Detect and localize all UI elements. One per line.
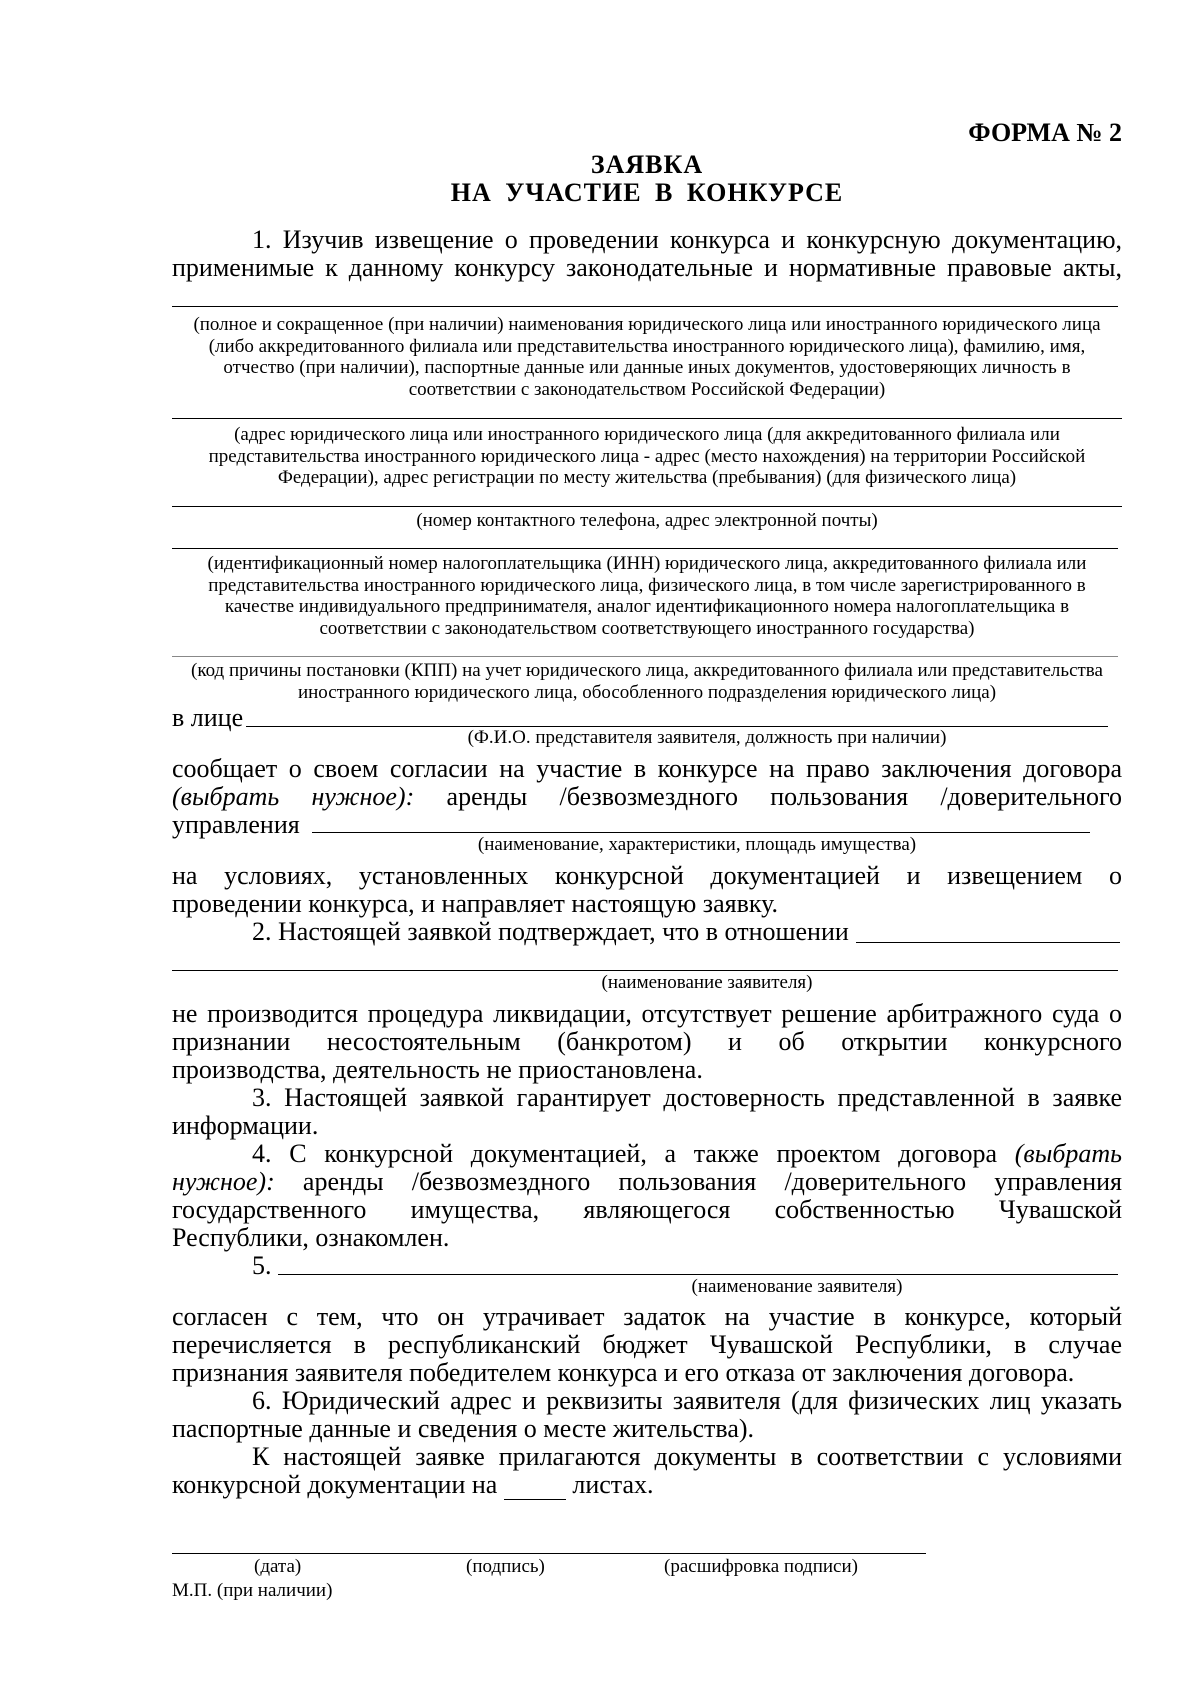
section3-line2: информации.: [172, 1111, 319, 1140]
conditions-line1: на условиях, установленных конкурсной документацией и извещением о: [172, 861, 1122, 890]
section5-body: [172, 1303, 1122, 1387]
section5-line2: перечисляется в республиканский бюджет Чувашской Республики, в случае: [172, 1330, 1122, 1359]
section6-line1: 6. Юридический адрес и реквизиты заявителя (для физических лиц указать: [252, 1386, 1122, 1415]
section4-line1: [172, 1140, 1122, 1168]
signature-line[interactable]: [172, 1553, 926, 1554]
section4-choose-a: (выбрать: [1014, 1139, 1123, 1168]
section2-line2: признании несостоятельным (банкротом) и об открытии конкурсного: [172, 1027, 1122, 1056]
applicant-address-field[interactable]: [172, 418, 1122, 419]
conditions-paragraph: [172, 862, 1122, 918]
section1-intro-line1: 1. Изучив извещение о проведении конкурса и конкурсную документацию,: [252, 225, 1122, 254]
applicant-name-field[interactable]: [172, 306, 1118, 307]
caption-representative: (Ф.И.О. представителя заявителя, должность при наличии): [467, 727, 947, 748]
in-person-label: в лице: [172, 703, 244, 732]
section4-line3: государственного имущества, являющегося собственностью Чувашской: [172, 1195, 1122, 1224]
section6: [172, 1387, 1122, 1443]
stamp-label: М.П. (при наличии): [172, 1580, 333, 1601]
section4: [172, 1140, 1122, 1252]
consent-line2: [172, 783, 1122, 811]
section1-intro: [172, 226, 1122, 282]
section1-intro-line2: применимые к данному конкурсу законодательные и нормативные правовые акты,: [172, 253, 1122, 282]
section4-line2-rest: аренды /безвозмездного пользования /доверительного управления: [302, 1167, 1123, 1196]
signature-label: (подпись): [466, 1556, 545, 1577]
attachments-line2: [172, 1471, 1122, 1500]
section5-caption-applicant: (наименование заявителя): [691, 1276, 903, 1297]
section4-line4: Республики, ознакомлен.: [172, 1223, 450, 1252]
conditions-line2: проведении конкурса, и направляет настоящую заявку.: [172, 889, 779, 918]
section5-applicant-field[interactable]: [278, 1274, 1118, 1275]
caption-applicant-name: (полное и сокращенное (при наличии) наименования юридического лица или иностранного юридического лица (либо аккредитованного филиала или представительства иностранного юридического лица), фамилию, имя, отчество (при наличии), паспортные данные или данные иных документов, удостоверяющих личность в соответствии с законодательством Российской Федерации): [193, 314, 1101, 400]
form-number: ФОРМА № 2: [968, 118, 1122, 147]
section3: [172, 1084, 1122, 1140]
consent-paragraph: [172, 755, 1122, 839]
document-title: ЗАЯВКА: [590, 150, 704, 179]
consent-line3: управления: [172, 810, 300, 839]
section5-line3: признания заявителя победителем конкурса и его отказа от заключения договора.: [172, 1358, 1075, 1387]
caption-applicant-address: (адрес юридического лица или иностранного юридического лица (для аккредитованного филиала или представительства иностранного юридического лица - адрес (место нахождения) на территории Российской Федерации), адрес регистрации по месту жительства (пребывания) (для физического лица): [208, 424, 1086, 488]
signature-decode-label: (расшифровка подписи): [664, 1556, 858, 1577]
section4-line1-start: 4. С конкурсной документацией, а также проектом договора: [252, 1139, 998, 1168]
section2-applicant-field-a[interactable]: [856, 942, 1120, 943]
date-label: (дата): [254, 1556, 302, 1577]
property-field[interactable]: [312, 832, 1090, 833]
kpp-field[interactable]: [172, 656, 1118, 657]
section2-applicant-field-b[interactable]: [172, 970, 1118, 971]
section2-body: [172, 1000, 1122, 1084]
section2-line3: производства, деятельность не приостановлена.: [172, 1055, 703, 1084]
section4-line2: [172, 1168, 1122, 1196]
attachments-line2-start: конкурсной документации на: [172, 1470, 498, 1499]
caption-contact: (номер контактного телефона, адрес электронной почты): [416, 510, 878, 531]
caption-inn: (идентификационный номер налогоплательщика (ИНН) юридического лица, аккредитованного филиала или представительства иностранного юридического лица, физического лица, в том числе зарегистрированного в качестве индивидуального предпринимателя, аналог идентификационного номера налогоплательщика в соответствии с законодательством соответствующего иностранного государства): [207, 553, 1087, 639]
section3-line1: 3. Настоящей заявкой гарантирует достоверность представленной в заявке: [252, 1083, 1122, 1112]
section4-choose-b: нужное):: [172, 1167, 275, 1196]
attachments: [172, 1443, 1122, 1500]
section5-line1: согласен с тем, что он утрачивает задаток на участие в конкурсе, который: [172, 1302, 1122, 1331]
attachments-line2-end: листах.: [572, 1470, 654, 1499]
caption-property: (наименование, характеристики, площадь имущества): [477, 834, 917, 855]
consent-line1: сообщает о своем согласии на участие в конкурсе на право заключения договора: [172, 754, 1122, 783]
consent-choose: (выбрать нужное):: [172, 782, 415, 811]
caption-kpp: (код причины постановки (КПП) на учет юридического лица, аккредитованного филиала или представительства иностранного юридического лица, обособленного подразделения юридического лица): [191, 660, 1103, 703]
section6-line2: паспортные данные и сведения о месте жительства).: [172, 1414, 755, 1443]
inn-field[interactable]: [172, 548, 1118, 549]
document-subtitle: НА УЧАСТИЕ В КОНКУРСЕ: [450, 178, 844, 207]
sheet-count-field[interactable]: [504, 1471, 566, 1500]
attachments-line1: К настоящей заявке прилагаются документы в соответствии с условиями: [252, 1442, 1122, 1471]
section5-number: 5.: [252, 1251, 272, 1280]
contact-field[interactable]: [172, 506, 1122, 507]
section2-text: 2. Настоящей заявкой подтверждает, что в отношении: [252, 917, 849, 946]
application-form-page: [172, 0, 1122, 1697]
consent-line2-rest: аренды /безвозмездного пользования /доверительного: [446, 782, 1123, 811]
section2-line1: не производится процедура ликвидации, отсутствует решение арбитражного суда о: [172, 999, 1122, 1028]
section2-caption-applicant: (наименование заявителя): [601, 972, 813, 993]
